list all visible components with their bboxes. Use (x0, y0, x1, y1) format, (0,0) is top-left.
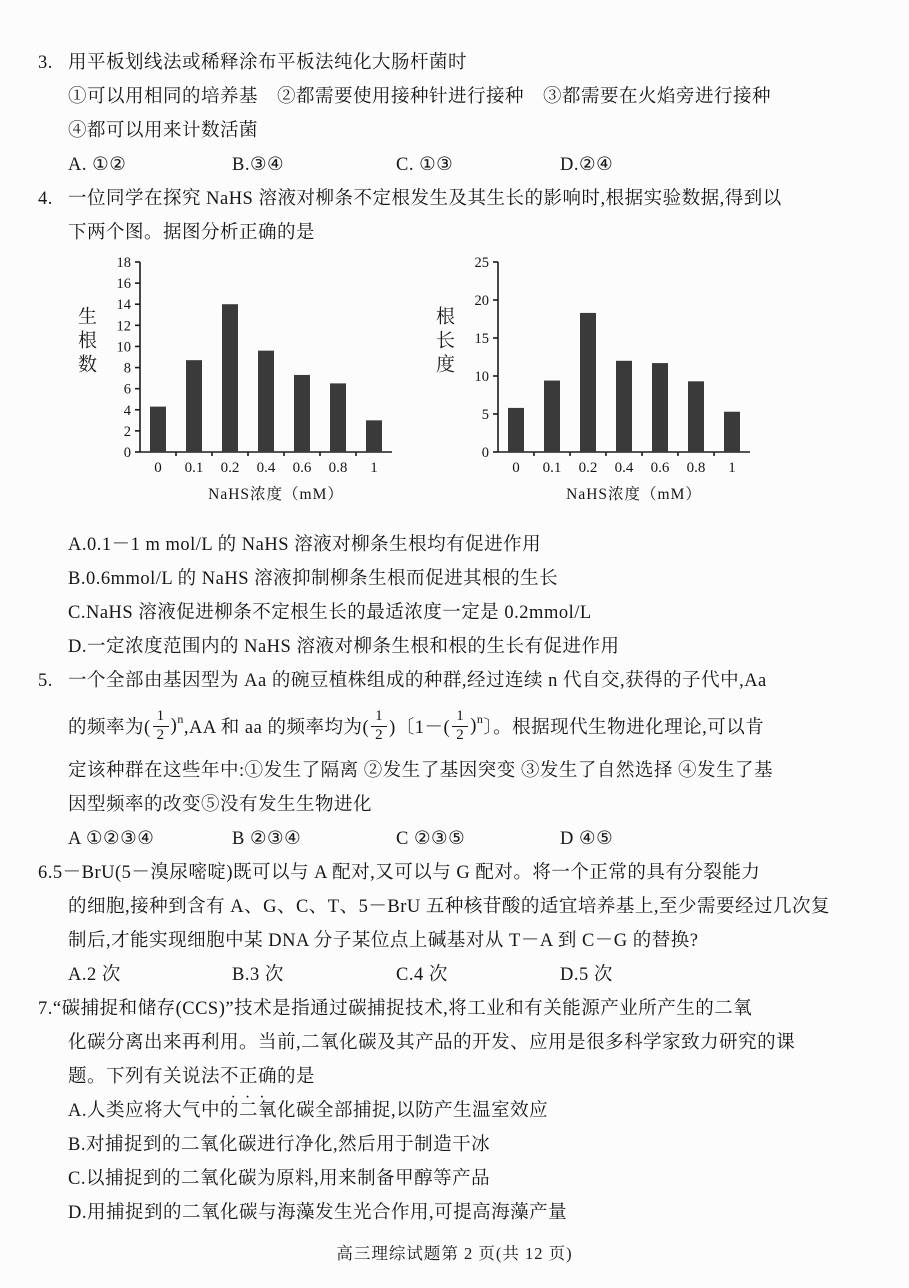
q5-formula-text2: ) (170, 715, 178, 736)
svg-text:6: 6 (123, 381, 131, 398)
q5-exponent-2: n (476, 711, 484, 726)
svg-text:0.4: 0.4 (614, 460, 634, 476)
question-5 (0, 664, 909, 856)
q6-stem-line3: 制后,才能实现细胞中某 DNA 分子某位点上碱基对从 T－A 到 C－G 的替换? (68, 931, 699, 951)
svg-text:10: 10 (474, 369, 489, 385)
q5-stem-line4: 因型频率的改变⑤没有发生生物进化 (68, 795, 373, 815)
q7-emphasized-text: 不正确 · · · (220, 1060, 277, 1094)
q3-option-d: D.②④ (560, 155, 614, 175)
q4-option-b: B.0.6mmol/L 的 NaHS 溶液抑制柳条生根而促进其根的生长 (68, 569, 559, 589)
page-footer: 高三理综试题第 2 页(共 12 页) (336, 1244, 573, 1263)
question-4 (0, 182, 909, 664)
chart-rooting-count (70, 254, 400, 512)
svg-text:0.6: 0.6 (650, 460, 670, 476)
q7-option-d: D.用捕捉到的二氧化碳与海藻发生光合作用,可提高海藻产量 (68, 1203, 568, 1223)
svg-text:0: 0 (512, 460, 520, 476)
q6-stem-line1 (0, 856, 909, 890)
svg-text:0.1: 0.1 (542, 460, 562, 476)
svg-text:16: 16 (116, 276, 131, 293)
q5-option-d: D ④⑤ (560, 829, 614, 849)
svg-text:10: 10 (116, 339, 131, 356)
q4-charts (70, 254, 909, 512)
q5-stem-line3: 定该种群在这些年中:①发生了隔离 ②发生了基因突变 ③发生了自然选择 ④发生了基 (68, 761, 774, 781)
q4-stem-line1 (0, 182, 909, 216)
svg-text:25: 25 (474, 255, 489, 271)
svg-text:12: 12 (116, 318, 131, 335)
svg-text:2: 2 (123, 423, 131, 440)
chart-right-ylabel: 根长度 (433, 306, 454, 378)
svg-text:0.2: 0.2 (220, 460, 240, 476)
svg-text:8: 8 (123, 360, 131, 377)
svg-text:4: 4 (123, 402, 131, 419)
q5-stem: 一个全部由基因型为 Aa 的碗豆植株组成的种群,经过连续 n 代自交,获得的子代中,Aa (68, 671, 767, 691)
q5-fraction-2-denominator: 2 (375, 726, 384, 743)
svg-text:0.8: 0.8 (686, 460, 706, 476)
q3-option-c: C. ①③ (396, 155, 454, 175)
question-6 (0, 856, 909, 992)
q3-items-line1: ①可以用相同的培养基 ②都需要使用接种针进行接种 ③都需要在火焰旁进行接种 (68, 87, 772, 107)
q7-stem-line3-post: 的是 (277, 1067, 316, 1087)
q4-number: 4. (38, 189, 53, 209)
svg-text:0: 0 (154, 460, 162, 476)
q6-stem: 5－BrU(5－溴尿嘧啶)既可以与 A 配对,又可以与 G 配对。将一个正常的具有分裂能力 (52, 863, 761, 883)
q5-fraction-1 (153, 708, 169, 744)
question-7 (0, 992, 909, 1230)
q5-options (0, 822, 909, 856)
q3-option-b: B.③④ (232, 155, 285, 175)
q3-options (0, 148, 909, 182)
q3-stem: 用平板划线法或稀释涂布平板法纯化大肠杆菌时 (68, 53, 468, 73)
q5-formula-text6: 〕。根据现代生物进化理论,可以肯 (483, 718, 765, 738)
chart-left-xlabel: NaHS浓度（mM） (208, 486, 344, 503)
q3-number: 3. (38, 53, 53, 73)
q5-exponent-1: n (177, 711, 184, 726)
q5-fraction-3-denominator: 2 (456, 726, 465, 743)
q5-fraction-3-numerator: 1 (452, 708, 468, 726)
q6-option-b: B.3 次 (232, 965, 284, 985)
q6-number: 6. (38, 863, 53, 883)
chart-right-xlabel: NaHS浓度（mM） (566, 486, 702, 503)
q4-stem-line2: 下两个图。据图分析正确的是 (68, 223, 316, 243)
bar-chart-svg (454, 254, 758, 480)
q3-option-a: A. ①② (68, 155, 127, 175)
chart-right-plot (454, 254, 758, 480)
svg-text:1: 1 (728, 460, 736, 476)
q4-option-c: C.NaHS 溶液促进柳条不定根生长的最适浓度一定是 0.2mmol/L (68, 603, 592, 623)
q5-fraction-2 (371, 708, 387, 744)
svg-text:0.4: 0.4 (256, 460, 276, 476)
q7-option-b: B.对捕捉到的二氧化碳进行净化,然后用于制造干冰 (68, 1135, 491, 1155)
svg-text:0.2: 0.2 (578, 460, 598, 476)
q4-option-d: D.一定浓度范围内的 NaHS 溶液对柳条生根和根的生长有促进作用 (68, 637, 620, 657)
chart-left-plot (96, 254, 400, 480)
q5-fraction-3 (452, 708, 468, 744)
q7-option-c: C.以捕捉到的二氧化碳为原料,用来制备甲醇等产品 (68, 1169, 491, 1189)
q5-formula-text4: )〔1－( (389, 718, 451, 738)
q7-stem-line2: 化碳分离出来再利用。当前,二氧化碳及其产品的开发、应用是很多科学家致力研究的课 (68, 1033, 796, 1053)
q4-option-a: A.0.1－1 m mol/L 的 NaHS 溶液对柳条生根均有促进作用 (68, 535, 542, 555)
q5-formula-text5: ) (470, 715, 477, 736)
q3-stem-line (0, 46, 909, 80)
svg-text:0: 0 (481, 445, 489, 461)
question-3 (0, 46, 909, 182)
svg-text:0.8: 0.8 (328, 460, 348, 476)
svg-text:18: 18 (116, 255, 131, 271)
q7-stem-line3-pre: 题。下列有关说法 (68, 1067, 221, 1087)
q3-items-line2: ④都可以用来计数活菌 (68, 121, 259, 141)
bar-chart-svg (96, 254, 400, 480)
q5-formula-text3: ,AA 和 aa 的频率均为( (183, 718, 370, 738)
q5-stem-line1 (0, 664, 909, 698)
svg-text:0.6: 0.6 (292, 460, 312, 476)
q5-option-c: C ②③⑤ (396, 829, 466, 849)
q6-stem-line2: 的细胞,接种到含有 A、G、C、T、5－BrU 五种核苷酸的适宜培养基上,至少需要经过几次复 (68, 897, 830, 917)
svg-text:1: 1 (370, 460, 378, 476)
svg-text:20: 20 (474, 293, 489, 309)
svg-text:14: 14 (116, 297, 131, 314)
q5-formula-text1: 的频率为( (68, 718, 151, 738)
q5-option-a: A ①②③④ (68, 829, 155, 849)
chart-left-ylabel: 生根数 (75, 306, 96, 378)
q5-fraction-2-numerator: 1 (371, 708, 387, 726)
q7-stem-line3 (0, 1060, 909, 1094)
q7-stem-line1 (0, 992, 909, 1026)
chart-root-length (428, 254, 758, 512)
svg-text:15: 15 (474, 331, 489, 347)
svg-text:0.1: 0.1 (184, 460, 204, 476)
q7-stem: “碳捕捉和储存(CCS)”技术是指通过碳捕捉技术,将工业和有关能源产业所产生的二氧 (52, 999, 753, 1019)
q6-options (0, 958, 909, 992)
q7-number: 7. (38, 999, 53, 1019)
q5-number: 5. (38, 671, 53, 691)
q5-fraction-1-denominator: 2 (156, 726, 165, 743)
svg-text:5: 5 (481, 407, 489, 423)
q5-formula-line (0, 698, 909, 754)
q4-stem: 一位同学在探究 NaHS 溶液对柳条不定根发生及其生长的影响时,根据实验数据,得到以 (68, 189, 782, 209)
q7-option-a: A.人类应将大气中的二氧化碳全部捕捉,以防产生温室效应 (68, 1101, 549, 1121)
svg-text:0: 0 (123, 445, 131, 461)
q6-option-a: A.2 次 (68, 965, 121, 985)
q6-option-d: D.5 次 (560, 965, 613, 985)
q6-option-c: C.4 次 (396, 965, 448, 985)
q5-fraction-1-numerator: 1 (153, 708, 169, 726)
q5-option-b: B ②③④ (232, 829, 302, 849)
